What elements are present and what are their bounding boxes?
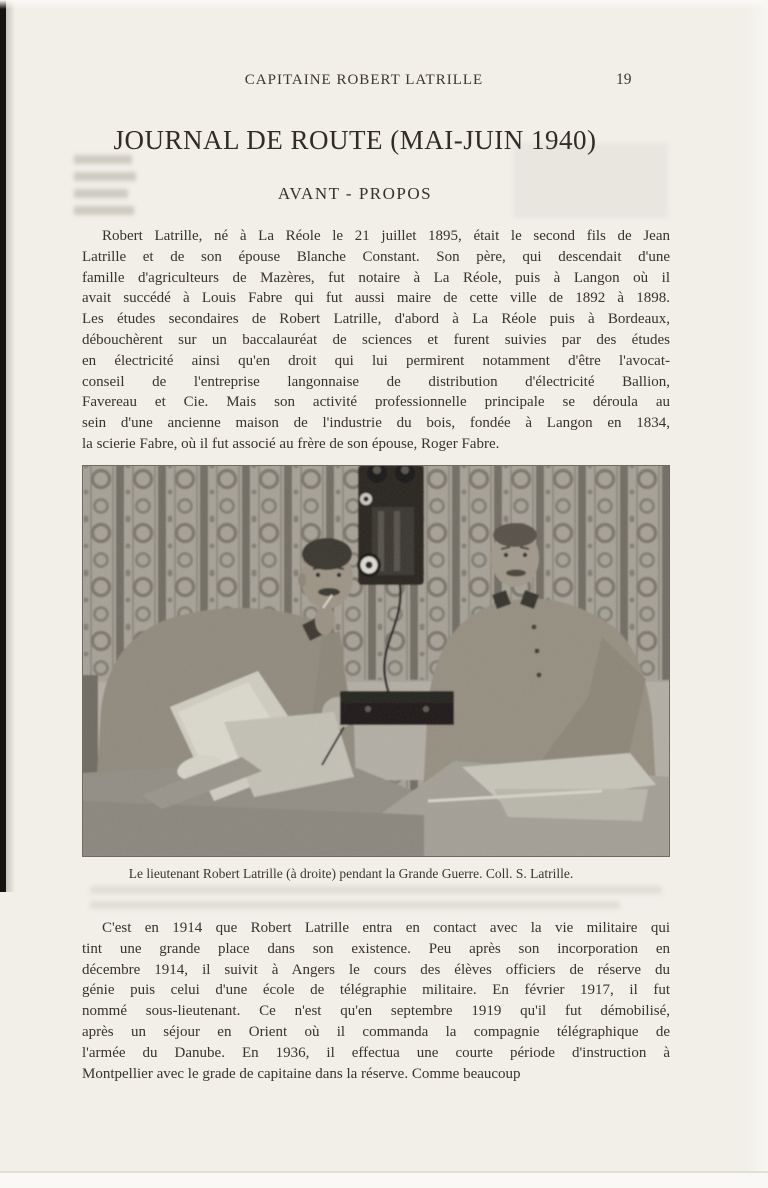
bleed-line xyxy=(90,901,620,909)
body-text-line: Les études secondaires de Robert Latrille, d'abord à La Réole puis à Bordeaux, xyxy=(82,311,670,328)
page-number: 19 xyxy=(616,71,632,88)
photo-caption: Le lieutenant Robert Latrille (à droite) pendant la Grande Guerre. Coll. S. Latrille. xyxy=(128,866,574,881)
scan-edge-bottom xyxy=(0,1173,768,1188)
body-text-line: décembre 1914, il suivit à Angers le cours des élèves officiers de réserve du xyxy=(82,961,670,978)
body-text-line: débouchèrent sur un baccalauréat de sciences et furent suivies par des études xyxy=(82,331,670,348)
body-text-line: famille d'agriculteurs de Mazères, fut notaire à La Réole, puis à Langon où il xyxy=(82,269,670,286)
scan-edge-right xyxy=(746,0,768,1188)
bleed-line xyxy=(74,172,136,181)
photo-grain xyxy=(82,465,670,857)
paragraph-avant-propos-1 xyxy=(82,226,670,455)
paragraph-avant-propos-2 xyxy=(82,918,670,1084)
body-text-line: Robert Latrille, né à La Réole le 21 juillet 1895, était le second fils de Jean xyxy=(102,228,670,244)
body-text-line: l'armée du Danube. En 1936, il effectua une courte période d'instruction à xyxy=(82,1044,670,1061)
running-title: CAPITAINE ROBERT LATRILLE xyxy=(244,72,484,88)
bleed-line xyxy=(74,155,132,164)
body-text-line: Favereau et Cie. Mais son activité professionnelle principale se déroula au xyxy=(82,394,670,411)
chapter-title: JOURNAL DE ROUTE (MAI-JUIN 1940) xyxy=(113,125,597,155)
bleed-line xyxy=(74,206,134,215)
body-text-line: avait succédé à Louis Fabre qui fut aussi maire de cette ville de 1892 à 1898. xyxy=(82,290,670,307)
body-text-line: C'est en 1914 que Robert Latrille entra en contact avec la vie militaire qui xyxy=(102,920,670,936)
body-text-line: après un séjour en Orient où il commanda la compagnie télégraphique de xyxy=(82,1023,670,1040)
body-text-line: la scierie Fabre, où il fut associé au frère de son épouse, Roger Fabre. xyxy=(82,435,500,452)
bleed-line xyxy=(90,886,662,894)
body-text-line: génie puis celui d'une école de télégraphie militaire. En février 1917, il fut xyxy=(82,982,670,999)
body-text-line: tint une grande place dans son existence. Peu après son incorporation en xyxy=(82,940,670,957)
scan-edge-left-shadow xyxy=(6,0,15,892)
body-text-line: nommé sous-lieutenant. Ce n'est qu'en septembre 1919 qu'il fut démobilisé, xyxy=(82,1003,670,1020)
body-text-line: sein d'une ancienne maison de l'industrie du bois, fondée à Langon en 1834, xyxy=(82,415,670,432)
scan-edge-top xyxy=(0,0,768,9)
photo-image xyxy=(82,465,670,857)
section-heading: AVANT - PROPOS xyxy=(277,184,433,203)
body-text-line: Latrille et de son épouse Blanche Constant. Son père, qui descendait d'une xyxy=(82,248,670,265)
body-text-line: Montpellier avec le grade de capitaine dans la réserve. Comme beaucoup xyxy=(82,1065,521,1082)
body-text-line: en électricité ainsi qu'en droit qui lui permirent notamment d'être l'avocat- xyxy=(82,352,670,369)
photo-figure xyxy=(82,465,670,857)
body-text-line: conseil de l'entreprise langonnaise de distribution d'électricité Ballion, xyxy=(82,373,670,390)
